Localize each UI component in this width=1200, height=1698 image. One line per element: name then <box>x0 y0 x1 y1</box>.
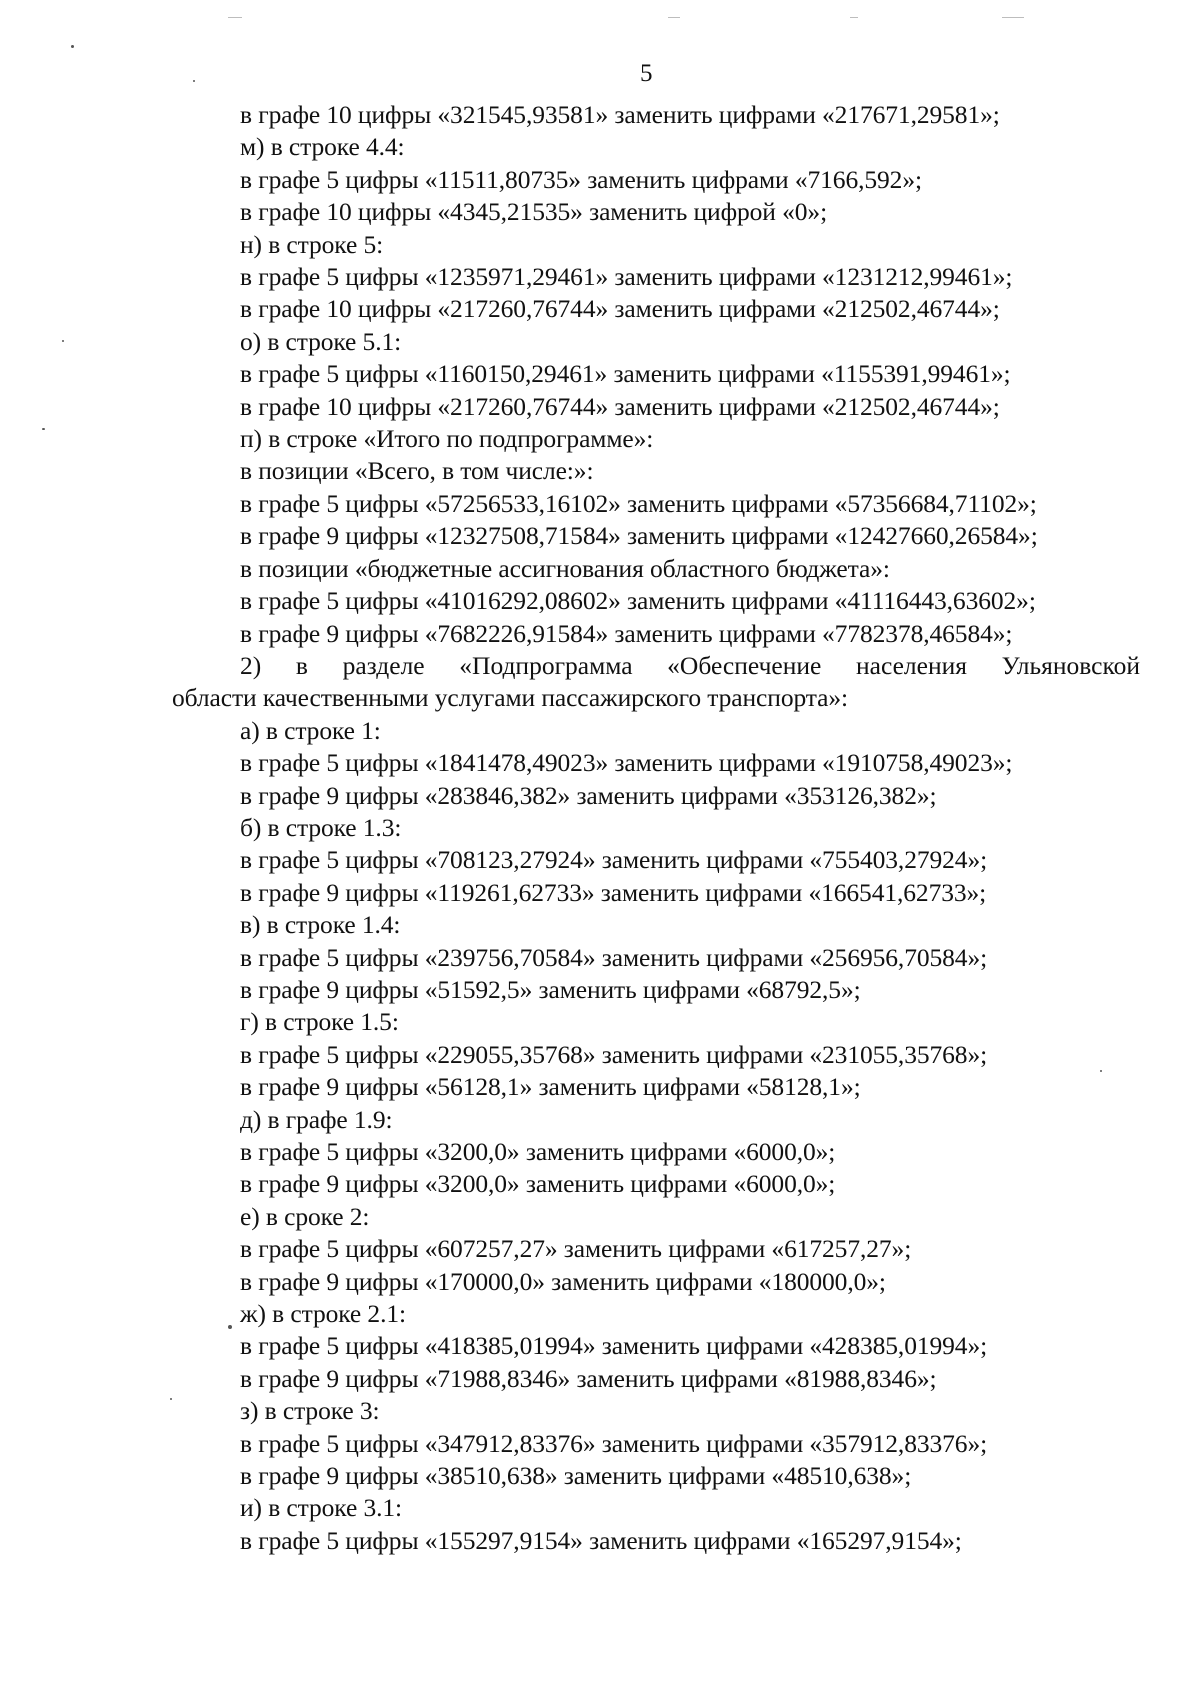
text-line: и) в строке 3.1: <box>240 1493 403 1523</box>
text-line: ж) в строке 2.1: <box>240 1299 406 1329</box>
text-line: в графе 9 цифры «3200,0» заменить цифрами «6000,0»; <box>240 1169 836 1199</box>
text-line: в графе 5 цифры «57256533,16102» заменить цифрами «57356684,71102»; <box>240 488 1037 518</box>
text-line: в графе 10 цифры «4345,21535» заменить цифрой «0»; <box>240 197 828 227</box>
text-line: в позиции «Всего, в том числе:»: <box>240 456 594 486</box>
text-line: з) в строке 3: <box>240 1396 380 1426</box>
scan-mark <box>228 17 242 18</box>
text-line: в графе 9 цифры «12327508,71584» заменить цифрами «12427660,26584»; <box>240 521 1038 551</box>
text-line: в графе 5 цифры «418385,01994» заменить цифрами «428385,01994»; <box>240 1331 988 1361</box>
text-line: в графе 5 цифры «3200,0» заменить цифрами «6000,0»; <box>240 1137 836 1166</box>
text-line: в графе 9 цифры «7682226,91584» заменить цифрами «7782378,46584»; <box>240 618 1013 648</box>
text-line: о) в строке 5.1: <box>240 326 402 356</box>
text-line: в графе 9 цифры «170000,0» заменить цифрами «180000,0»; <box>240 1266 886 1296</box>
text-line: в графе 5 цифры «607257,27» заменить цифрами «617257,27»; <box>240 1234 912 1264</box>
text-line: н) в строке 5: <box>240 229 384 259</box>
scan-mark <box>850 17 858 18</box>
scan-speck <box>42 428 45 430</box>
text-line: в графе 5 цифры «155297,9154» заменить цифрами «165297,9154»; <box>240 1525 962 1555</box>
document-body <box>172 99 1140 1557</box>
text-line: в графе 9 цифры «38510,638» заменить цифрами «48510,638»; <box>240 1461 912 1491</box>
section-heading-continuation: области качественными услугами пассажирского транспорта»: <box>172 683 848 713</box>
text-line: п) в строке «Итого по подпрограмме»: <box>240 424 654 454</box>
text-line: в графе 5 цифры «239756,70584» заменить цифрами «256956,70584»; <box>240 942 988 972</box>
text-line: в позиции «бюджетные ассигнования областного бюджета»: <box>240 553 890 583</box>
text-line: в графе 5 цифры «11511,80735» заменить цифрами «7166,592»; <box>240 164 922 194</box>
text-line: б) в строке 1.3: <box>240 812 402 842</box>
text-line: в графе 9 цифры «283846,382» заменить цифрами «353126,382»; <box>240 780 937 810</box>
text-line: в графе 9 цифры «51592,5» заменить цифрами «68792,5»; <box>240 974 861 1004</box>
text-line: в графе 9 цифры «56128,1» заменить цифрами «58128,1»; <box>240 1072 861 1102</box>
text-line: г) в строке 1.5: <box>240 1007 399 1037</box>
scan-speck <box>71 45 74 48</box>
text-line: в графе 10 цифры «217260,76744» заменить цифрами «212502,46744»; <box>240 294 1000 324</box>
text-line: е) в сроке 2: <box>240 1201 370 1231</box>
text-line: д) в графе 1.9: <box>240 1104 393 1134</box>
scan-speck <box>193 80 195 82</box>
text-line: в графе 5 цифры «347912,83376» заменить цифрами «357912,83376»; <box>240 1428 988 1458</box>
text-line: в) в строке 1.4: <box>240 910 401 940</box>
text-line: в графе 5 цифры «229055,35768» заменить цифрами «231055,35768»; <box>240 1039 988 1069</box>
text-line: в графе 9 цифры «119261,62733» заменить цифрами «166541,62733»; <box>240 877 987 907</box>
text-line: в графе 5 цифры «708123,27924» заменить цифрами «755403,27924»; <box>240 845 988 875</box>
text-line: м) в строке 4.4: <box>240 132 405 162</box>
scan-mark <box>1002 17 1024 18</box>
page-number: 5 <box>640 60 653 87</box>
text-line: в графе 10 цифры «217260,76744» заменить цифрами «212502,46744»; <box>240 391 1000 421</box>
text-line: в графе 10 цифры «321545,93581» заменить цифрами «217671,29581»; <box>240 100 1000 129</box>
text-line: а) в строке 1: <box>240 715 381 745</box>
text-line: в графе 5 цифры «1160150,29461» заменить цифрами «1155391,99461»; <box>240 359 1011 389</box>
section-heading-line: 2) в разделе «Подпрограмма «Обеспечение населения Ульяновской <box>240 650 1140 680</box>
text-line: в графе 5 цифры «1235971,29461» заменить цифрами «1231212,99461»; <box>240 262 1013 292</box>
scan-speck <box>62 340 64 342</box>
text-line: в графе 5 цифры «41016292,08602» заменить цифрами «41116443,63602»; <box>240 586 1036 616</box>
text-line: в графе 9 цифры «71988,8346» заменить цифрами «81988,8346»; <box>240 1363 937 1393</box>
text-line: в графе 5 цифры «1841478,49023» заменить цифрами «1910758,49023»; <box>240 748 1013 778</box>
scan-mark <box>668 17 680 18</box>
